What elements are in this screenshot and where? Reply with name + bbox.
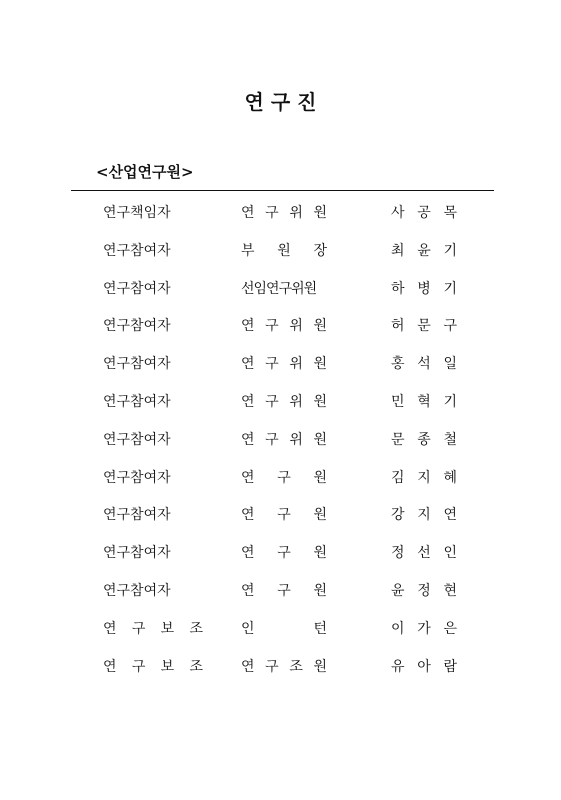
member-role: 연구참여자 (103, 583, 171, 599)
member-row (0, 277, 561, 301)
member-position: 연 구 원 (241, 507, 327, 524)
member-name: 민 혁 기 (391, 394, 457, 410)
member-row (0, 466, 561, 490)
member-position: 연 구 원 (241, 469, 327, 486)
member-role: 연구참여자 (103, 507, 171, 524)
member-row (0, 314, 561, 338)
member-name: 윤 정 현 (391, 583, 457, 599)
member-role: 연구참여자 (103, 545, 171, 562)
member-name: 이 가 은 (391, 620, 457, 637)
member-position: 연 구 원 (241, 545, 327, 562)
member-name: 김 지 혜 (391, 469, 457, 486)
member-position: 연 구 위 원 (241, 356, 327, 373)
member-role: 연 구 보 조 (103, 658, 203, 675)
member-role: 연구참여자 (103, 356, 171, 373)
member-name: 허 문 구 (391, 318, 457, 335)
member-role: 연구참여자 (103, 431, 171, 448)
member-position: 연 구 위 원 (241, 205, 327, 221)
member-name: 하 병 기 (391, 280, 457, 297)
page-title: 연 구 진 (244, 90, 317, 114)
member-row (0, 541, 561, 565)
member-name: 사 공 목 (391, 205, 457, 221)
member-position: 연 구 조 원 (241, 658, 327, 675)
member-role: 연구참여자 (103, 318, 171, 335)
member-role: 연구참여자 (103, 394, 171, 410)
member-row (0, 579, 561, 603)
member-row (0, 239, 561, 263)
member-role: 연구참여자 (103, 242, 171, 259)
member-position: 부 원 장 (241, 242, 327, 259)
member-role: 연 구 보 조 (103, 620, 203, 637)
member-role: 연구참여자 (103, 280, 171, 297)
member-name: 정 선 인 (391, 545, 457, 562)
member-position: 연 구 원 (241, 583, 327, 599)
member-name: 홍 석 일 (391, 356, 457, 373)
member-role: 연구참여자 (103, 469, 171, 486)
member-position: 선임연구위원 (241, 280, 317, 297)
member-position: 연 구 위 원 (241, 431, 327, 448)
member-position: 연 구 위 원 (241, 394, 327, 410)
member-row (0, 201, 561, 225)
member-name: 문 종 철 (391, 431, 457, 448)
member-name: 최 윤 기 (391, 242, 457, 259)
member-position: 인 턴 (241, 620, 327, 637)
member-row (0, 352, 561, 376)
member-name: 강 지 연 (391, 507, 457, 524)
member-row (0, 428, 561, 452)
member-row (0, 503, 561, 527)
member-row (0, 617, 561, 641)
section-heading: <산업연구원> (96, 163, 194, 181)
member-row (0, 390, 561, 414)
member-row (0, 655, 561, 679)
member-role: 연구책임자 (103, 205, 171, 221)
member-name: 유 아 람 (391, 658, 457, 675)
member-position: 연 구 위 원 (241, 318, 327, 335)
